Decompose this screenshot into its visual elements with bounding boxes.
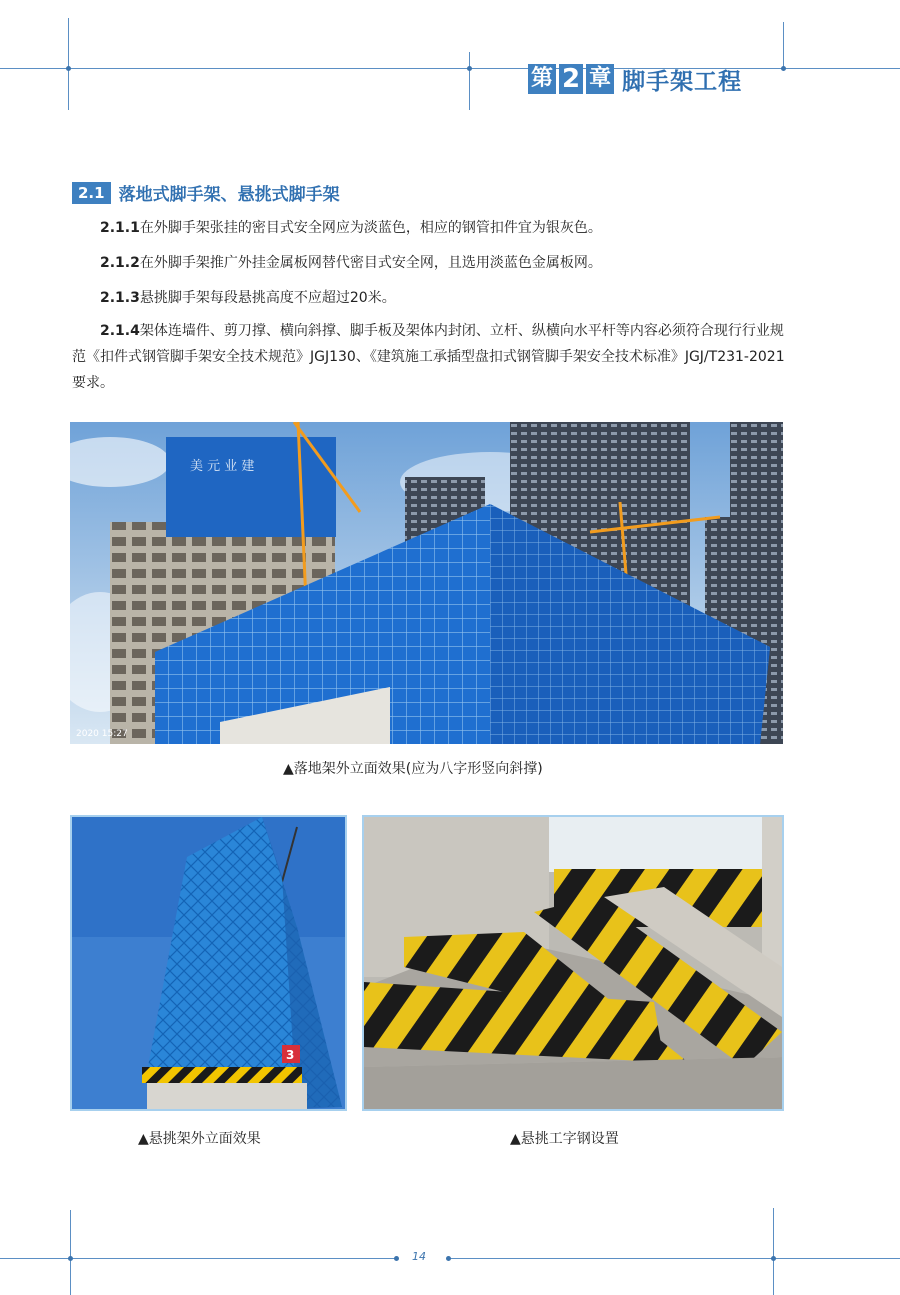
section-title: 落地式脚手架、悬挑式脚手架 (118, 185, 340, 205)
caption-i-beam: ▲悬挑工字钢设置 (510, 1131, 619, 1147)
footer-dot-right (771, 1256, 776, 1261)
footer-rule-right (448, 1258, 900, 1259)
header-tick-right (783, 22, 784, 70)
header-tick-mid (469, 52, 470, 110)
chapter-suffix: 章 (586, 64, 614, 94)
photo-floor-scaffold (70, 422, 783, 744)
clause-text: 架体连墙件、剪刀撑、横向斜撑、脚手板及架体内封闭、立杆、纵横向水平杆等内容必须符合现行行业规范《扣件式钢管脚手架安全技术规范》JGJ130、《建筑施工承插型盘扣式钢管脚手架安全技术标准》JGJ/T231-2021要求。 (72, 323, 785, 391)
photo-timestamp: 2020 15:27 (76, 729, 128, 739)
footer-dot-c1 (394, 1256, 399, 1261)
caption-floor-scaffold: ▲落地架外立面效果(应为八字形竖向斜撑) (283, 761, 543, 777)
clause-text: 在外脚手架张挂的密目式安全网应为淡蓝色，相应的钢管扣件宜为银灰色。 (139, 220, 602, 236)
section-number: 2.1 (72, 182, 111, 204)
clause-number: 2.1.2 (100, 255, 140, 271)
level-tag: 3 (286, 1048, 295, 1062)
clause-number: 2.1.4 (100, 323, 140, 339)
chapter-title: 脚手架工程 (622, 68, 743, 95)
chapter-number: 2 (559, 64, 583, 94)
paragraph-2-1-3 (72, 285, 787, 311)
clause-number: 2.1.1 (100, 220, 140, 236)
clause-number: 2.1.3 (100, 290, 140, 306)
header-rule (0, 68, 900, 69)
footer-dot-c2 (446, 1256, 451, 1261)
paragraph-2-1-1 (72, 215, 787, 241)
footer-rule-left (0, 1258, 396, 1259)
caption-cantilever-scaffold: ▲悬挑架外立面效果 (138, 1131, 261, 1147)
footer-tick-right (773, 1208, 774, 1295)
clause-text: 悬挑脚手架每段悬挑高度不应超过20米。 (139, 290, 396, 306)
photo-cantilever-scaffold-image (72, 817, 345, 1109)
photo-i-beam (362, 815, 784, 1111)
header-dot-right (781, 66, 786, 71)
header-tick-left (68, 18, 69, 110)
photo-floor-scaffold-image (70, 422, 783, 744)
photo-cantilever-scaffold (70, 815, 347, 1111)
chapter-header (528, 62, 742, 96)
paragraph-2-1-4 (72, 318, 787, 396)
clause-text: 在外脚手架推广外挂金属板网替代密目式安全网，且选用淡蓝色金属板网。 (139, 255, 602, 271)
chapter-prefix: 第 (528, 64, 556, 94)
page-number: 14 (412, 1250, 426, 1263)
section-heading (72, 180, 340, 205)
photo-i-beam-image (364, 817, 782, 1109)
paragraph-2-1-2 (72, 250, 787, 276)
header-dot-mid (467, 66, 472, 71)
footer-dot-left (68, 1256, 73, 1261)
footer-tick-left (70, 1210, 71, 1295)
header-dot-left (66, 66, 71, 71)
building-sign: 美 元 业 建 (190, 459, 255, 474)
